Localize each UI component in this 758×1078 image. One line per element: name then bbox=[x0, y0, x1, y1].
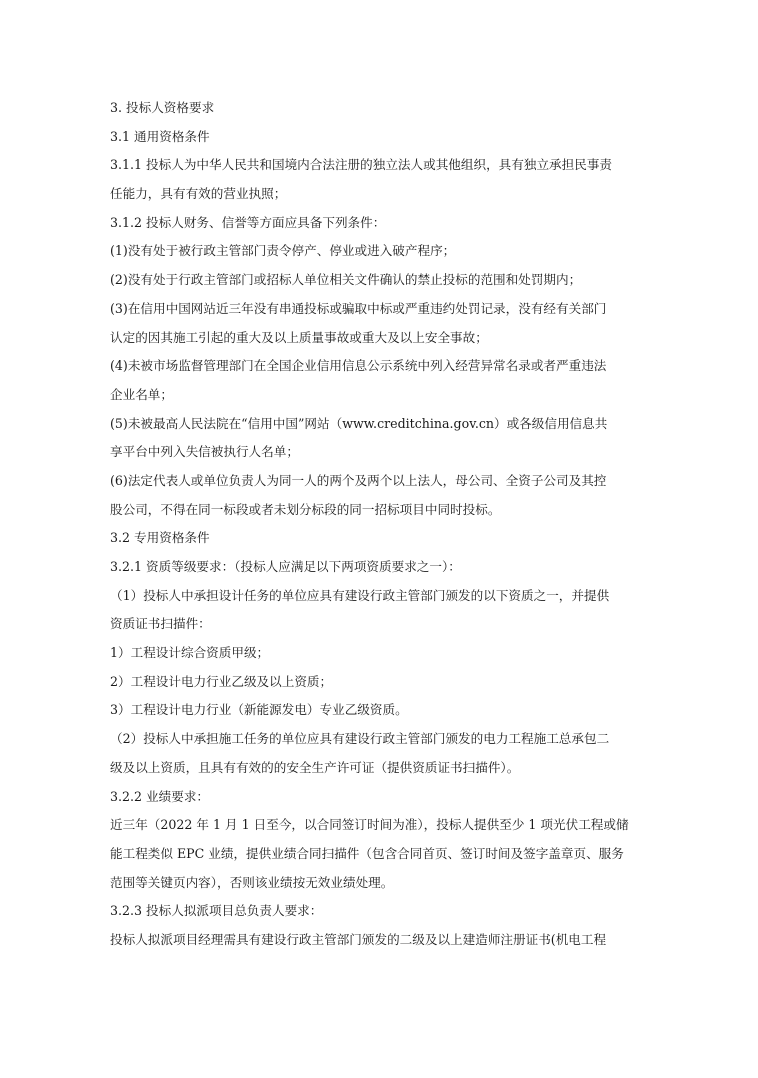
list-item-continuation: 企业名单； bbox=[110, 386, 173, 402]
paragraph-line: 投标人拟派项目经理需具有建设行政主管部门颁发的二级及以上建造师注册证书(机电工程 bbox=[110, 931, 607, 947]
list-item: 3）工程设计电力行业（新能源发电）专业乙级资质。 bbox=[110, 702, 408, 718]
subsection-heading: 3.1 通用资格条件 bbox=[110, 128, 210, 144]
paragraph-line: 近三年（2022 年 1 月 1 日至今，以合同签订时间为准），投标人提供至少 1 项光伏工程或储 bbox=[110, 817, 629, 833]
list-item: (5)未被最高人民法院在“信用中国”网站（www.creditchina.gov.cn）或各级信用信息共 bbox=[110, 415, 608, 431]
paragraph-line: 能工程类似 EPC 业绩，提供业绩合同扫描件（包含合同首页、签订时间及签字盖章页、服务 bbox=[110, 845, 624, 861]
paragraph-line: 范围等关键页内容），否则该业绩按无效业绩处理。 bbox=[110, 874, 394, 890]
list-item: (3)在信用中国网站近三年没有串通投标或骗取中标或严重违约处罚记录，没有经有关部门 bbox=[110, 300, 607, 316]
paragraph-line: 3.1.1 投标人为中华人民共和国境内合法注册的独立法人或其他组织，具有独立承担民事责 bbox=[110, 157, 613, 173]
subsection-heading: 3.2 专用资格条件 bbox=[110, 530, 210, 546]
list-item: 2）工程设计电力行业乙级及以上资质； bbox=[110, 673, 333, 689]
list-item-continuation: 股公司，不得在同一标段或者未划分标段的同一招标项目中同时投标。 bbox=[110, 501, 501, 517]
list-item: (2)没有处于行政主管部门或招标人单位相关文件确认的禁止投标的范围和处罚期内； bbox=[110, 272, 582, 288]
list-item-continuation: 认定的因其施工引起的重大及以上质量事故或重大及以上安全事故； bbox=[110, 329, 488, 345]
document-page bbox=[110, 94, 650, 955]
list-item: (4)未被市场监督管理部门在全国企业信用信息公示系统中列入经营异常名录或者严重违法 bbox=[110, 358, 607, 374]
list-item: (6)法定代表人或单位负责人为同一人的两个及两个以上法人，母公司、全资子公司及其控 bbox=[110, 472, 607, 488]
list-item: 1）工程设计综合资质甲级； bbox=[110, 645, 270, 661]
paragraph-line: 任能力，具有有效的营业执照； bbox=[110, 186, 287, 202]
paragraph-line: 级及以上资质，且具有有效的的安全生产许可证（提供资质证书扫描件）。 bbox=[110, 759, 520, 775]
subsection-heading: 3.2.3 投标人拟派项目总负责人要求： bbox=[110, 903, 323, 919]
list-item-continuation: 享平台中列入失信被执行人名单； bbox=[110, 444, 299, 460]
subsection-heading: 3.2.2 业绩要求： bbox=[110, 788, 210, 804]
paragraph-line: 资质证书扫描件： bbox=[110, 616, 211, 632]
paragraph-line: 3.1.2 投标人财务、信誉等方面应具备下列条件： bbox=[110, 214, 386, 230]
section-heading: 3. 投标人资格要求 bbox=[110, 100, 215, 115]
paragraph-line: （1）投标人中承担设计任务的单位应具有建设行政主管部门颁发的以下资质之一，并提供 bbox=[110, 587, 610, 603]
paragraph-line: 3.2.1 资质等级要求：（投标人应满足以下两项资质要求之一）： bbox=[110, 559, 461, 574]
list-item: (1)没有处于被行政主管部门责令停产、停业或进入破产程序； bbox=[110, 243, 456, 259]
paragraph-line: （2）投标人中承担施工任务的单位应具有建设行政主管部门颁发的电力工程施工总承包二 bbox=[110, 731, 610, 747]
